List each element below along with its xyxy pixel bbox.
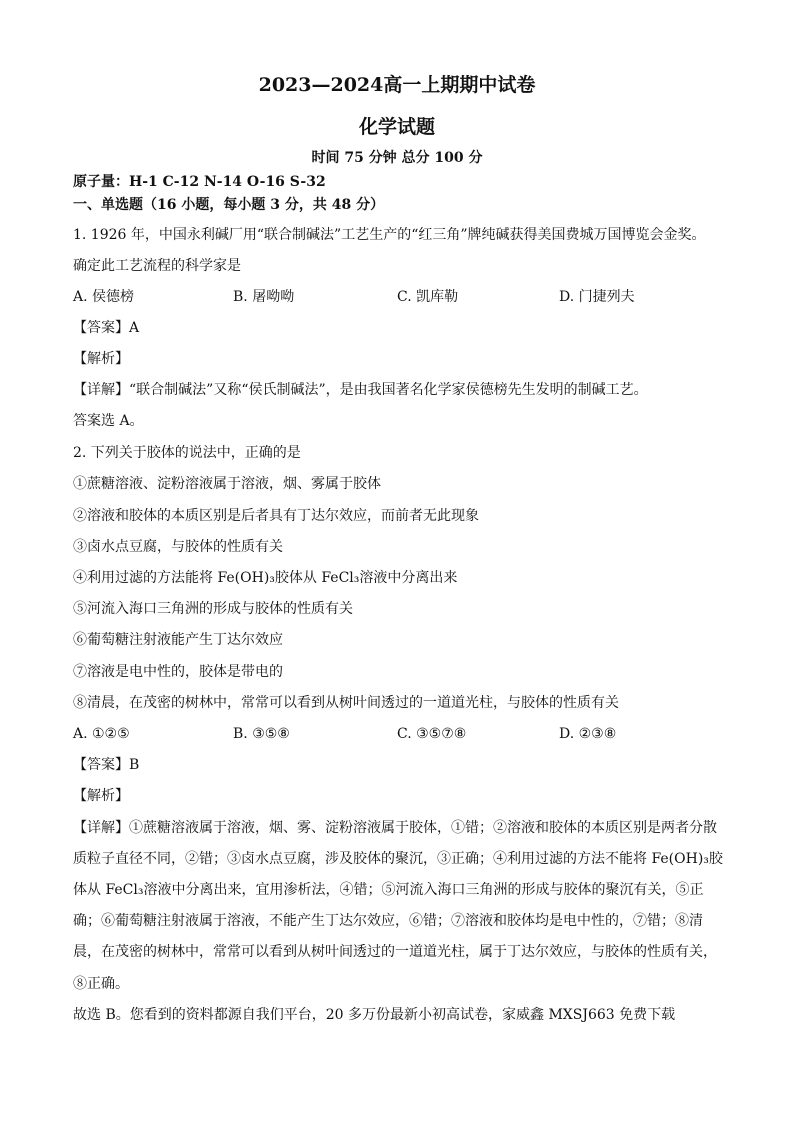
q2-stem: 2. 下列关于胶体的说法中，正确的是 xyxy=(73,445,301,461)
q2-statement-1: ①蔗糖溶液、淀粉溶液属于溶液，烟、雾属于胶体 xyxy=(73,476,381,492)
q2-statement-3: ③卤水点豆腐，与胶体的性质有关 xyxy=(73,539,283,555)
atomic-masses: 原子量：H-1 C-12 N-14 O-16 S-32 xyxy=(73,174,326,190)
q1-stem-line1: 1. 1926 年，中国永利碱厂用“联合制碱法”工艺生产的“红三角”牌纯碱获得美国费城万国博览会金奖。 xyxy=(73,227,706,243)
q2-option-d: D. ②③⑧ xyxy=(559,726,617,742)
q1-analysis-label: 【解析】 xyxy=(73,351,129,367)
subject-title: 化学试题 xyxy=(358,116,435,138)
q1-option-c: C. 凯库勒 xyxy=(397,289,459,305)
q2-statement-4: ④利用过滤的方法能将 Fe(OH)₃胶体从 FeCl₃溶液中分离出来 xyxy=(73,570,458,586)
q1-option-b: B. 屠呦呦 xyxy=(233,289,295,305)
q2-detail-line6: ⑧正确。 xyxy=(73,976,129,992)
q2-answer: 【答案】B xyxy=(73,757,140,773)
q2-option-a: A. ①②⑤ xyxy=(73,726,130,742)
q2-detail-line4: 确；⑥葡萄糖注射液属于溶液，不能产生丁达尔效应，⑥错；⑦溶液和胶体均是电中性的，⑦错；⑧清 xyxy=(73,913,703,929)
q1-stem-line2: 确定此工艺流程的科学家是 xyxy=(73,258,241,274)
q1-detail: 【详解】“联合制碱法”又称“侯氏制碱法”，是由我国著名化学家侯德榜先生发明的制碱工艺。 xyxy=(73,382,648,398)
q1-option-d: D. 门捷列夫 xyxy=(559,289,635,305)
q2-option-b: B. ③⑤⑧ xyxy=(233,726,290,742)
q2-detail-line3: 体从 FeCl₃溶液中分离出来，宜用渗析法，④错；⑤河流入海口三角洲的形成与胶体的聚沉有关，⑤正 xyxy=(73,882,704,898)
q1-conclusion: 答案选 A。 xyxy=(73,413,144,429)
time-and-score: 时间 75 分钟 总分 100 分 xyxy=(311,150,483,166)
q2-statement-5: ⑤河流入海口三角洲的形成与胶体的性质有关 xyxy=(73,601,353,617)
q2-statement-2: ②溶液和胶体的本质区别是后者具有丁达尔效应，而前者无此现象 xyxy=(73,508,479,524)
q1-answer: 【答案】A xyxy=(73,320,140,336)
q2-option-c: C. ③⑤⑦⑧ xyxy=(397,726,467,742)
q2-detail-line2: 质粒子直径不同，②错；③卤水点豆腐，涉及胶体的聚沉，③正确；④利用过滤的方法不能将 Fe(OH)₃胶 xyxy=(73,851,723,867)
section-heading: 一、单选题（16 小题，每小题 3 分，共 48 分） xyxy=(73,197,385,213)
exam-title: 2023—2024高一上期期中试卷 xyxy=(258,74,536,96)
q2-analysis-label: 【解析】 xyxy=(73,788,129,804)
q2-statement-8: ⑧清晨，在茂密的树林中，常常可以看到从树叶间透过的一道道光柱，与胶体的性质有关 xyxy=(73,695,619,711)
q2-conclusion: 故选 B。您看到的资料都源自我们平台，20 多万份最新小初高试卷，家威鑫 MXSJ663 免费下载 xyxy=(73,1007,676,1023)
q2-detail-line5: 晨，在茂密的树林中，常常可以看到从树叶间透过的一道道光柱，属于丁达尔效应，与胶体的性质有关， xyxy=(73,944,717,960)
q1-option-a: A. 侯德榜 xyxy=(73,289,135,305)
q2-statement-6: ⑥葡萄糖注射液能产生丁达尔效应 xyxy=(73,632,283,648)
q2-detail-line1: 【详解】①蔗糖溶液属于溶液，烟、雾、淀粉溶液属于胶体，①错；②溶液和胶体的本质区别是两者分散 xyxy=(73,820,717,836)
q2-statement-7: ⑦溶液是电中性的，胶体是带电的 xyxy=(73,664,283,680)
